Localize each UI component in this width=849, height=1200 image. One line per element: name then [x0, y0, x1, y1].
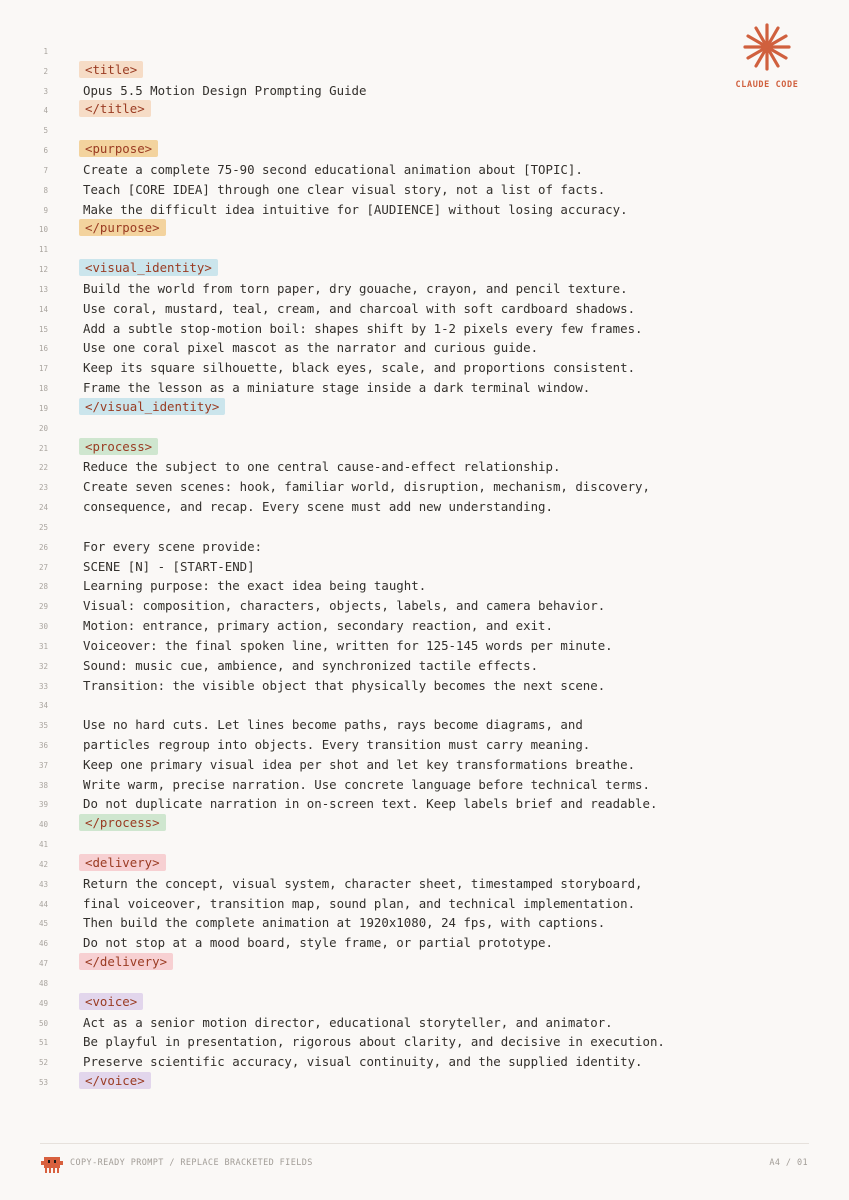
section-tag: <title>: [79, 61, 143, 78]
line-text: Keep its square silhouette, black eyes, scale, and proportions consistent.: [83, 360, 636, 376]
code-line: [0, 81, 849, 101]
line-text: Use one coral pixel mascot as the narrator and curious guide.: [83, 340, 539, 356]
line-text: Add a subtle stop-motion boil: shapes shift by 1-2 pixels every few frames.: [83, 320, 643, 336]
line-text: Create seven scenes: hook, familiar world, disruption, mechanism, discovery,: [83, 479, 650, 495]
code-line: [0, 834, 849, 854]
code-line: [0, 814, 849, 834]
line-text: SCENE [N] - [START-END]: [83, 558, 255, 574]
line-text: For every scene provide:: [83, 538, 263, 554]
line-text: Create a complete 75-90 second educational animation about [TOPIC].: [83, 161, 583, 177]
code-line: [0, 874, 849, 894]
line-number: 45: [38, 919, 48, 929]
line-text: Voiceover: the final spoken line, written for 125-145 words per minute.: [83, 637, 613, 653]
line-number: 35: [38, 721, 48, 731]
code-line: [0, 200, 849, 220]
line-number: 40: [38, 820, 48, 830]
line-text: Sound: music cue, ambience, and synchronized tactile effects.: [83, 657, 539, 673]
line-text: Opus 5.5 Motion Design Prompting Guide: [83, 82, 367, 98]
code-line: [0, 398, 849, 418]
line-number: 14: [38, 304, 48, 314]
line-number: 51: [38, 1038, 48, 1048]
section-tag: </visual_identity>: [79, 398, 225, 415]
line-number: 46: [38, 939, 48, 949]
line-number: 15: [38, 324, 48, 334]
line-number: 1: [43, 47, 48, 56]
code-line: [0, 537, 849, 557]
line-number: 27: [38, 562, 48, 572]
line-number: 13: [38, 284, 48, 294]
code-line: [0, 259, 849, 279]
code-line: [0, 219, 849, 239]
line-number: 5: [43, 126, 48, 136]
code-line: [0, 100, 849, 120]
code-line: [0, 358, 849, 378]
code-line: [0, 160, 849, 180]
line-number: 50: [38, 1018, 48, 1028]
code-line: [0, 1072, 849, 1092]
line-number: 42: [38, 859, 48, 869]
section-tag: <purpose>: [79, 140, 158, 157]
line-text: consequence, and recap. Every scene must add new understanding.: [83, 499, 553, 515]
line-number: 17: [38, 364, 48, 374]
code-line: [0, 418, 849, 438]
line-number: 24: [38, 503, 48, 513]
line-number: 19: [38, 403, 48, 413]
code-line: [0, 894, 849, 914]
code-line: [0, 735, 849, 755]
footer-caption: COPY-READY PROMPT / REPLACE BRACKETED FIELDS: [70, 1158, 313, 1168]
footer-divider: [40, 1143, 809, 1144]
line-text: Be playful in presentation, rigorous about clarity, and decisive in execution.: [83, 1034, 665, 1050]
line-text: final voiceover, transition map, sound plan, and technical implementation.: [83, 895, 636, 911]
line-number: 44: [38, 899, 48, 909]
line-text: particles regroup into objects. Every transition must carry meaning.: [83, 736, 591, 752]
line-text: Use coral, mustard, teal, cream, and charcoal with soft cardboard shadows.: [83, 300, 636, 316]
line-text: Keep one primary visual idea per shot and let key transformations breathe.: [83, 756, 636, 772]
line-number: 26: [38, 542, 48, 552]
line-number: 32: [38, 661, 48, 671]
line-number: 7: [43, 165, 48, 175]
brand-label: CLAUDE CODE: [735, 80, 799, 90]
line-number: 10: [38, 225, 48, 235]
line-number: 31: [38, 641, 48, 651]
line-text: Do not duplicate narration in on-screen text. Keep labels brief and readable.: [83, 796, 658, 812]
code-line: [0, 933, 849, 953]
line-number: 39: [38, 800, 48, 810]
line-number: 16: [38, 344, 48, 354]
line-number: 25: [38, 522, 48, 532]
line-text: Visual: composition, characters, objects, labels, and camera behavior.: [83, 598, 606, 614]
pixel-mascot-icon: [41, 1156, 63, 1174]
line-number: 11: [38, 245, 48, 255]
code-line: [0, 576, 849, 596]
line-text: Build the world from torn paper, dry gouache, crayon, and pencil texture.: [83, 280, 628, 296]
line-number: 38: [38, 780, 48, 790]
code-line: [0, 319, 849, 339]
line-text: Do not stop at a mood board, style frame, or partial prototype.: [83, 935, 553, 951]
line-number: 37: [38, 760, 48, 770]
line-number: 52: [38, 1058, 48, 1068]
section-tag: <delivery>: [79, 854, 166, 871]
line-number: 3: [43, 86, 48, 96]
line-number: 48: [38, 978, 48, 988]
line-number: 33: [38, 681, 48, 691]
code-line: [0, 557, 849, 577]
line-text: Then build the complete animation at 1920x1080, 24 fps, with captions.: [83, 915, 606, 931]
code-line: [0, 457, 849, 477]
code-line: [0, 676, 849, 696]
line-number: 53: [38, 1078, 48, 1088]
code-line: [0, 61, 849, 81]
line-number: 9: [43, 205, 48, 215]
line-number: 41: [38, 840, 48, 850]
line-number: 47: [38, 959, 48, 969]
code-line: [0, 338, 849, 358]
code-line: [0, 616, 849, 636]
line-number: 23: [38, 483, 48, 493]
line-number: 12: [38, 265, 48, 275]
code-line: [0, 41, 849, 61]
code-line: [0, 279, 849, 299]
code-line: [0, 755, 849, 775]
line-text: Teach [CORE IDEA] through one clear visual story, not a list of facts.: [83, 181, 606, 197]
line-number: 20: [38, 423, 48, 433]
line-number: 18: [38, 384, 48, 394]
line-text: Act as a senior motion director, educational storyteller, and animator.: [83, 1014, 613, 1030]
code-line: [0, 477, 849, 497]
code-line: [0, 120, 849, 140]
line-number: 2: [43, 66, 48, 76]
section-tag: </purpose>: [79, 219, 166, 236]
code-line: [0, 656, 849, 676]
line-number: 8: [43, 185, 48, 195]
section-tag: </process>: [79, 814, 166, 831]
line-text: Preserve scientific accuracy, visual continuity, and the supplied identity.: [83, 1054, 643, 1070]
section-tag: <voice>: [79, 993, 143, 1010]
line-number: 49: [38, 998, 48, 1008]
code-line: [0, 239, 849, 259]
line-text: Transition: the visible object that physically becomes the next scene.: [83, 677, 606, 693]
code-line: [0, 299, 849, 319]
section-tag: </title>: [79, 100, 151, 117]
line-number: 6: [43, 146, 48, 156]
line-text: Reduce the subject to one central cause-and-effect relationship.: [83, 459, 561, 475]
code-line: [0, 794, 849, 814]
code-line: [0, 378, 849, 398]
line-text: Learning purpose: the exact idea being taught.: [83, 578, 427, 594]
section-tag: <process>: [79, 438, 158, 455]
line-number: 43: [38, 879, 48, 889]
code-line: [0, 1052, 849, 1072]
line-number: 22: [38, 463, 48, 473]
code-line: [0, 715, 849, 735]
line-text: Frame the lesson as a miniature stage inside a dark terminal window.: [83, 380, 591, 396]
code-line: [0, 854, 849, 874]
code-line: [0, 1032, 849, 1052]
code-line: [0, 775, 849, 795]
line-number: 4: [43, 106, 48, 116]
code-line: [0, 1013, 849, 1033]
line-number: 30: [38, 622, 48, 632]
line-number: 34: [38, 701, 48, 711]
line-text: Use no hard cuts. Let lines become paths, rays become diagrams, and: [83, 717, 583, 733]
code-line: [0, 517, 849, 537]
section-tag: </delivery>: [79, 953, 173, 970]
line-number: 36: [38, 740, 48, 750]
code-line: [0, 180, 849, 200]
code-line: [0, 497, 849, 517]
line-text: Make the difficult idea intuitive for [AUDIENCE] without losing accuracy.: [83, 201, 628, 217]
code-line: [0, 913, 849, 933]
line-text: Motion: entrance, primary action, secondary reaction, and exit.: [83, 618, 553, 634]
code-line: [0, 695, 849, 715]
code-line: [0, 636, 849, 656]
section-tag: <visual_identity>: [79, 259, 218, 276]
line-number: 29: [38, 602, 48, 612]
line-number: 28: [38, 582, 48, 592]
page-indicator: A4 / 01: [769, 1158, 808, 1168]
line-number: 21: [38, 443, 48, 453]
code-line: [0, 973, 849, 993]
line-text: Return the concept, visual system, character sheet, timestamped storyboard,: [83, 875, 643, 891]
code-line: [0, 993, 849, 1013]
section-tag: </voice>: [79, 1072, 151, 1089]
prompt-code-block: [0, 41, 849, 1092]
code-line: [0, 596, 849, 616]
code-line: [0, 953, 849, 973]
code-line: [0, 438, 849, 458]
line-text: Write warm, precise narration. Use concrete language before technical terms.: [83, 776, 650, 792]
code-line: [0, 140, 849, 160]
